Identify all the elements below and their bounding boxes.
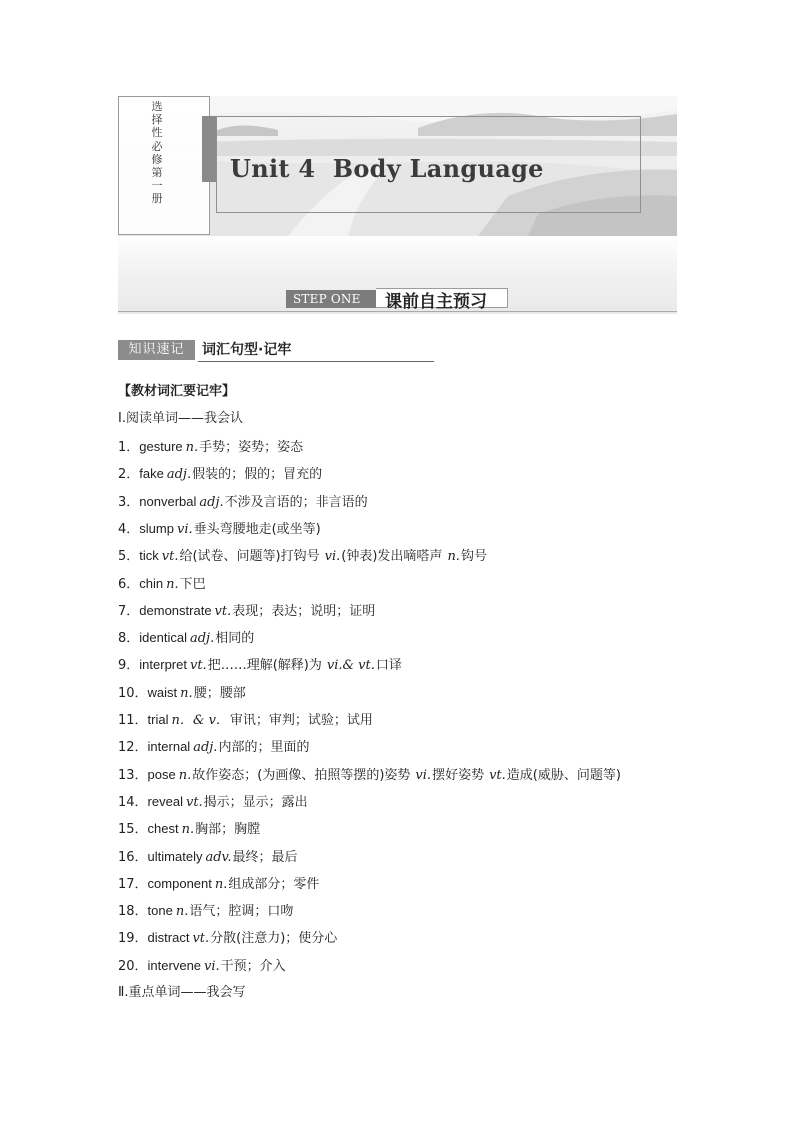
vocab-item [118,820,260,839]
vocab-word: internal [147,739,191,755]
vocab-number: 11． [118,713,148,728]
vocab-meaning: 不涉及言语的；非言语的 [224,494,368,510]
vocab-meaning: 假装的；假的；冒充的 [192,467,323,483]
vocab-word: intervene [147,957,202,973]
vocab-meaning: (钟表)发出嘀嗒声 [341,549,443,565]
vocab-meaning: 组成部分；零件 [228,876,320,892]
vocab-number: 10． [118,685,148,701]
vocab-meaning: 垂头弯腰地走(或坐等) [193,521,321,537]
vocab-meaning: 内部的；里面的 [218,740,310,756]
vocab-item [118,738,309,757]
vocab-pos: n. [185,440,199,455]
vocab-meaning: 摆好姿势 [432,767,485,783]
vocab-meaning: 胸部；胸膛 [195,822,261,838]
vocab-meaning: 把……理解(解释)为 [207,658,322,674]
vocab-word: reveal [147,793,183,809]
part2-title: Ⅱ.重点单词——我会写 [118,985,246,1000]
volume-label: 选择性必修第一册 [151,100,163,206]
vocab-pos: n. [447,549,460,565]
vocab-number: 7． [118,603,140,619]
vocab-item [118,438,303,457]
vocab-number: 8． [118,631,140,647]
part1-title: Ⅰ.阅读单词——我会认 [118,411,243,426]
vocab-pos: n. [166,576,179,592]
vocab-word: trial [147,712,169,727]
vocab-item [118,793,308,812]
vocab-number: 6． [118,576,140,592]
vocab-number: 4． [118,521,140,537]
step-title-box [376,288,508,312]
vocab-item [118,575,206,594]
vocab-item [118,766,621,785]
vocab-pos: vi. [176,521,193,537]
vocab-meaning: 下巴 [179,576,206,592]
vocab-number: 13． [118,767,148,783]
vocab-number: 20． [118,958,148,974]
section-underline [198,361,434,362]
vocab-pos: vt. [189,658,207,674]
accent-bar [202,116,216,182]
section-badge: 知识速记 [118,340,195,360]
vocab-number: 14． [118,794,148,810]
vocab-pos: adj. [166,467,192,483]
section-title: 词汇句型·记牢 [202,342,292,358]
vocab-pos: vi.& vt. [326,658,375,674]
vocab-item [118,929,337,948]
vocab-pos: adj. [199,494,224,510]
vocab-meaning: 语气；腔调；口吻 [189,904,294,920]
vocab-meaning: 表现；表达；说明；证明 [232,603,376,619]
vocab-item [118,493,368,512]
vocab-word: demonstrate [139,602,212,618]
vocab-item [118,465,322,484]
vocab-meaning: 造成(威胁、问题等) [506,767,621,783]
vocab-item [118,848,298,867]
vocab-item [118,602,375,621]
step-one-label: STEP ONE [286,290,376,308]
vocab-number: 18． [118,904,148,920]
vocab-meaning: 口译 [375,658,402,674]
vocab-pos: vt. [489,767,506,783]
vocab-pos: vt. [161,549,179,565]
unit-title: Unit 4 Body Language [230,154,544,183]
vocab-word: tone [147,903,173,919]
vocab-word: waist [147,684,178,700]
vocab-number: 12． [118,740,148,756]
vocab-item [118,957,286,976]
vocab-meaning: 干预；介入 [220,958,286,974]
vocab-word: gesture [139,439,183,454]
vocab-number: 15． [118,822,148,838]
vocab-word: interpret [139,657,187,673]
vocab-number: 1． [118,440,140,455]
vocab-word: component [147,875,212,891]
vocab-pos: n. [178,767,192,783]
vocab-word: chest [147,821,179,837]
vocab-pos: adj. [189,631,215,647]
vocab-number: 5． [118,549,140,565]
vocab-item [118,547,487,566]
vocab-meaning: 相同的 [215,631,255,647]
vocab-number: 3． [118,494,140,510]
vocab-item [118,875,319,894]
vocab-pos: n. [180,685,193,701]
vocab-pos: n. [175,904,189,920]
vocab-pos: vi. [324,549,341,565]
vocab-pos: vt. [185,794,203,810]
vocab-item [118,711,373,730]
vocab-meaning: 揭示；显示；露出 [203,794,308,810]
vocab-meaning: 给(试卷、问题等)打钩号 [179,549,320,565]
vocab-word: tick [139,548,159,564]
vocab-word: chin [139,575,164,591]
vocab-item [118,684,246,703]
vocab-word: pose [147,766,176,782]
vocab-pos: n. [214,876,228,892]
vocab-word: ultimately [147,848,203,864]
volume-tab [118,96,210,235]
vocab-pos: vt. [192,931,210,947]
vocab-number: 19． [118,931,148,947]
vocab-word: slump [139,520,174,536]
vocab-meaning: 腰；腰部 [193,685,246,701]
vocab-pos: adv. [205,849,232,865]
vocab-item [118,520,321,539]
vocab-item [118,902,293,921]
vocab-item [118,656,402,675]
vocab-meaning: 分散(注意力)；使分心 [210,931,338,947]
vocab-number: 16． [118,849,148,865]
vocab-meaning: 手势；姿势；姿态 [199,440,304,455]
step-title: 课前自主预习 [385,292,487,312]
vocab-pos: n. [181,822,195,838]
vocab-number: 17． [118,876,148,892]
vocab-number: 9． [118,658,140,674]
vocab-meaning: 最终；最后 [232,849,298,865]
vocab-pos: vt. [214,603,232,619]
vocab-pos: vi. [415,767,432,783]
vocab-word: nonverbal [139,493,197,509]
textbook-vocab-heading: 【教材词汇要记牢】 [118,384,236,399]
vocab-item [118,629,254,648]
vocab-pos: adj. [193,740,218,756]
vocab-meaning: 审讯；审判；试验；试用 [229,713,373,728]
vocab-meaning: 钩号 [460,549,487,565]
vocab-pos: n．& v． [171,713,229,728]
vocab-word: distract [147,930,190,946]
vocab-pos: vi. [204,958,220,974]
vocab-word: fake [139,466,164,482]
vocab-word: identical [139,630,187,646]
vocab-meaning: 故作姿态；(为画像、拍照等摆的)姿势 [192,767,411,783]
vocab-number: 2． [118,467,140,483]
